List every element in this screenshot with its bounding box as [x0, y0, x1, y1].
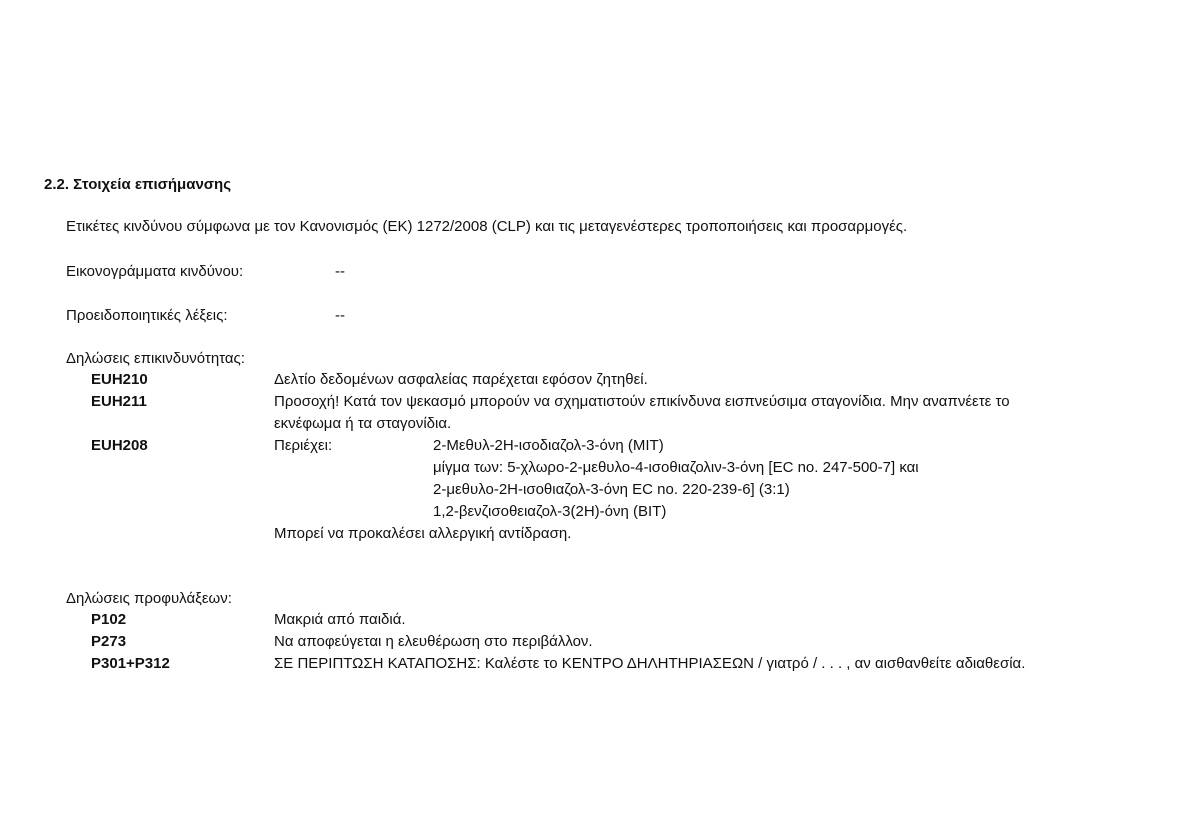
- hazard-code: EUH211: [91, 393, 147, 410]
- hazard-text-continued: εκνέφωμα ή τα σταγονίδια.: [274, 415, 452, 432]
- allergy-note: Μπορεί να προκαλέσει αλλεργική αντίδραση.: [274, 525, 572, 542]
- hazard-statements-label: Δηλώσεις επικινδυνότητας:: [66, 350, 245, 367]
- precaution-code: P301+P312: [91, 655, 170, 672]
- precaution-text: ΣΕ ΠΕΡΙΠΤΩΣΗ ΚΑΤΑΠΟΣΗΣ: Καλέστε το ΚΕΝΤΡΟ ΔΗΛΗΤΗΡΙΑΣΕΩΝ / γιατρό / . . . , αν αισθανθείτε αδιαθεσία.: [274, 655, 1026, 672]
- pictograms-label: Εικονογράμματα κινδύνου:: [66, 263, 244, 280]
- hazard-code: EUH208: [91, 437, 148, 454]
- signal-words-value: --: [335, 307, 345, 324]
- substance-item: 1,2-βενζισοθειαζολ-3(2H)-όνη (BIT): [433, 503, 667, 520]
- intro-text: Ετικέτες κινδύνου σύμφωνα με τον Κανονισμός (ΕΚ) 1272/2008 (CLP) και τις μεταγενέστερες τροποποιήσεις και προσαρμογές.: [66, 218, 908, 235]
- contains-label: Περιέχει:: [274, 437, 333, 454]
- hazard-text: Προσοχή! Κατά τον ψεκασμό μπορούν να σχηματιστούν επικίνδυνα εισπνεύσιμα σταγονίδια. Μην αναπνέετε το: [274, 393, 1010, 410]
- substance-item: 2-Μεθυλ-2Η-ισοδιαζολ-3-όνη (MIT): [433, 437, 664, 454]
- precautionary-statements-label: Δηλώσεις προφυλάξεων:: [66, 590, 232, 607]
- precaution-code: P273: [91, 633, 127, 650]
- signal-words-label: Προειδοποιητικές λέξεις:: [66, 307, 228, 324]
- hazard-text: Δελτίο δεδομένων ασφαλείας παρέχεται εφόσον ζητηθεί.: [274, 371, 648, 388]
- hazard-code: EUH210: [91, 371, 148, 388]
- substance-item: 2-μεθυλο-2Η-ισοθιαζολ-3-όνη EC no. 220-239-6] (3:1): [433, 481, 790, 498]
- substance-item: μίγμα των: 5-χλωρο-2-μεθυλο-4-ισοθιαζολιν-3-όνη [EC no. 247-500-7] και: [433, 459, 919, 476]
- precaution-code: P102: [91, 611, 127, 628]
- pictograms-value: --: [335, 263, 345, 280]
- section-title: 2.2. Στοιχεία επισήμανσης: [44, 176, 232, 193]
- precaution-text: Μακριά από παιδιά.: [274, 611, 406, 628]
- precaution-text: Να αποφεύγεται η ελευθέρωση στο περιβάλλον.: [274, 633, 593, 650]
